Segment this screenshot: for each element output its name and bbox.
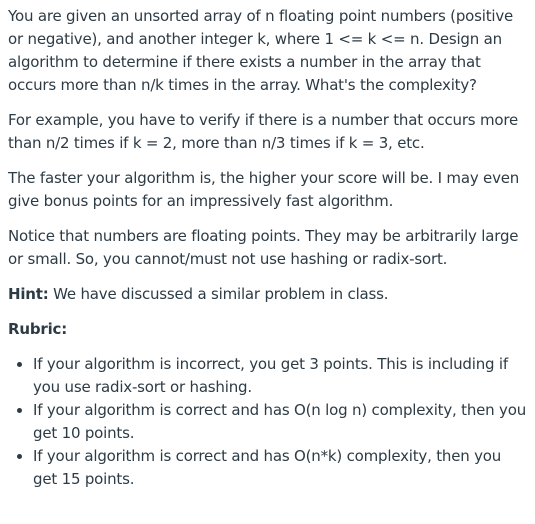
scoring-paragraph: The faster your algorithm is, the higher your score will be. I may even give bonus points for an impressively fast algorithm. — [8, 169, 520, 210]
hint-label: Hint: — [8, 285, 49, 303]
problem-statement-paragraph: You are given an unsorted array of n floating point numbers (positive or negative), and another integer k, where 1 <= k <= n. Design an algorithm to determine if there exists a number in the array that occurs more than n/k times in the array. What's the complexity? — [8, 7, 514, 94]
rubric-item: • If your algorithm is correct and has O(n log n) complexity, then you get 10 points. — [33, 399, 527, 445]
hint-text: We have discussed a similar problem in class. — [48, 285, 389, 303]
rubric-heading — [8, 318, 527, 341]
rubric-label: Rubric: — [8, 320, 67, 338]
example-paragraph: For example, you have to verify if there is a number that occurs more than n/2 times if k = 2, more than n/3 times if k = 3, etc. — [8, 111, 519, 152]
hint-paragraph — [8, 283, 527, 306]
rubric-list — [8, 353, 527, 491]
constraints-paragraph: Notice that numbers are floating points. They may be arbitrarily large or small. So, you cannot/must not use hashing or radix-sort. — [8, 227, 519, 268]
rubric-item: • If your algorithm is incorrect, you get 3 points. This is including if you use radix-sort or hashing. — [33, 353, 527, 399]
rubric-item: • If your algorithm is correct and has O(n*k) complexity, then you get 15 points. — [33, 445, 527, 491]
